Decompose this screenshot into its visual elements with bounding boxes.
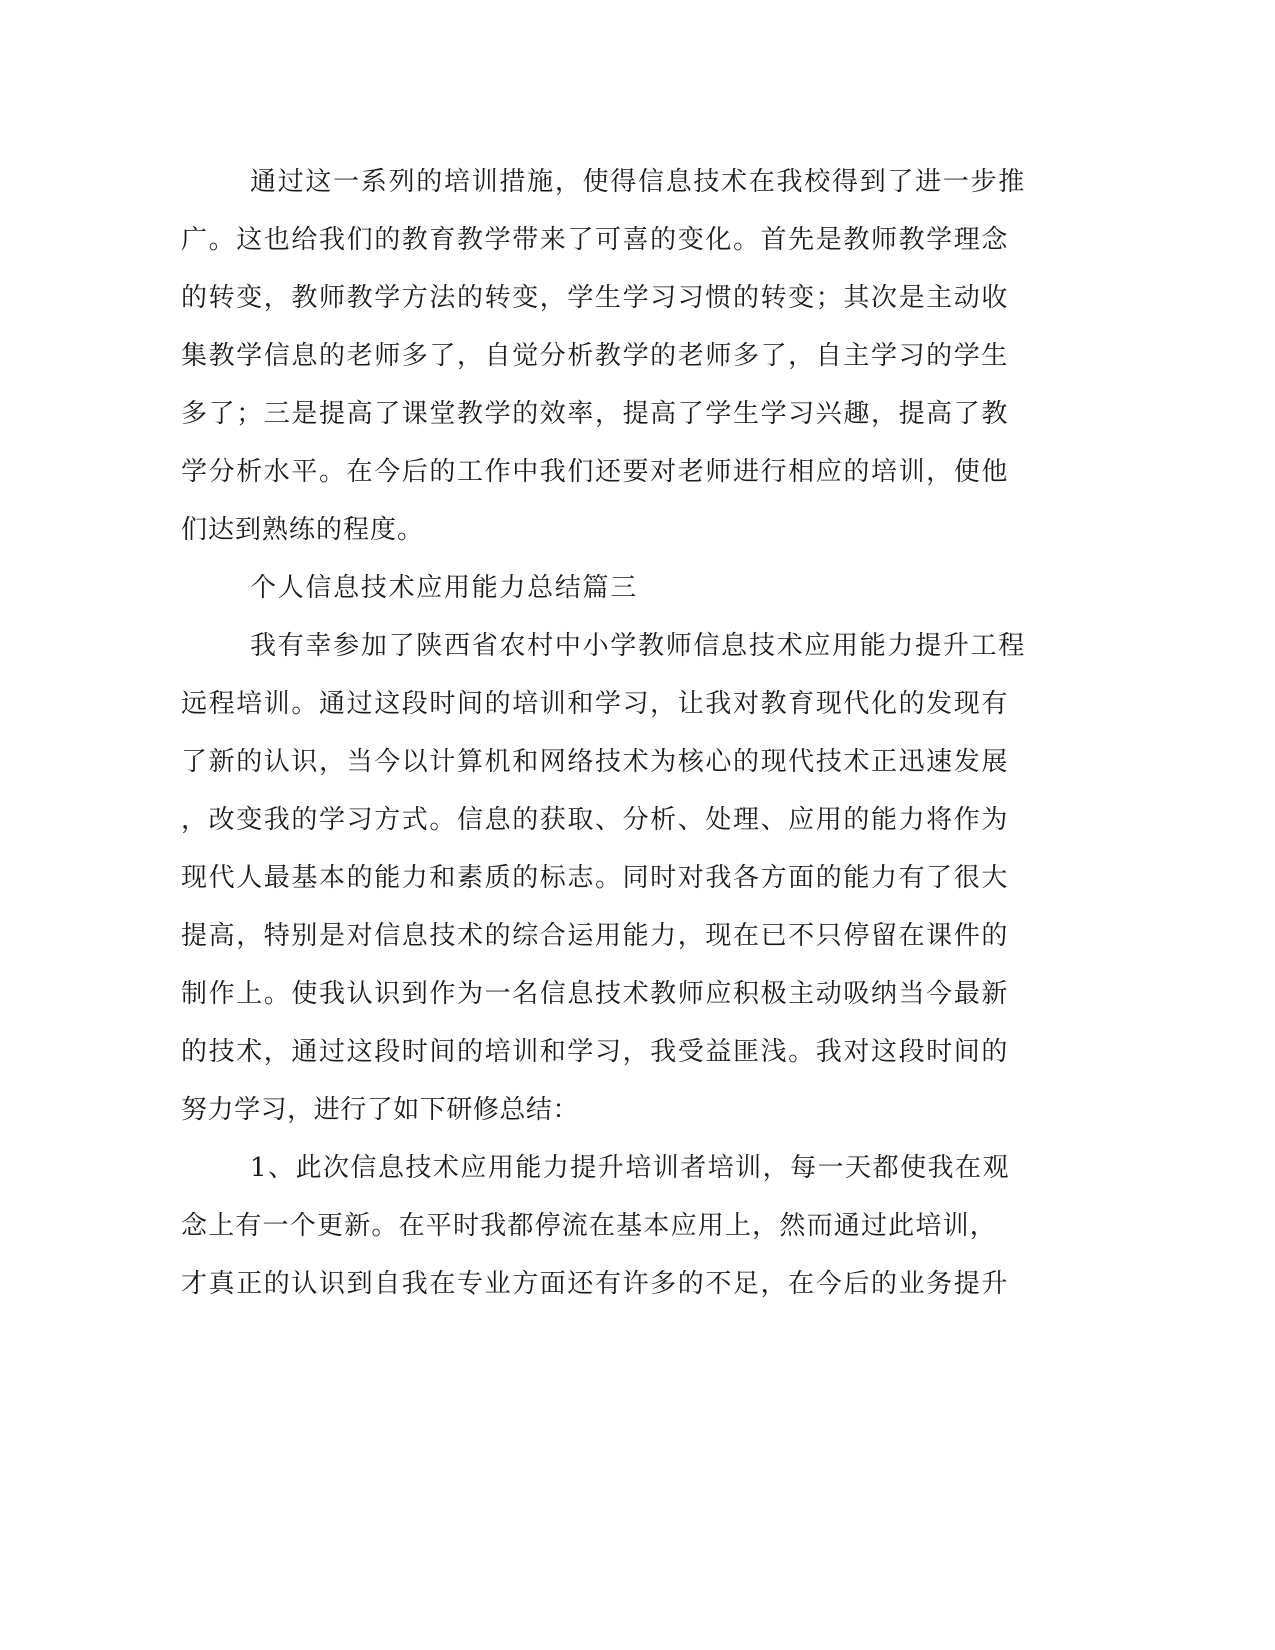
text-line xyxy=(0,1030,1275,1074)
text-line xyxy=(0,334,1275,378)
line-text: 才真正的认识到自我在专业方面还有许多的不足，在今后的业务提升 xyxy=(181,1269,1009,1299)
text-line xyxy=(0,276,1275,320)
line-text: 现代人最基本的能力和素质的标志。同时对我各方面的能力有了很大 xyxy=(181,863,1009,893)
text-line xyxy=(0,972,1275,1016)
text-line xyxy=(0,160,1275,204)
line-text: 多了；三是提高了课堂教学的效率，提高了学生学习兴趣，提高了教 xyxy=(181,399,1009,429)
line-text: 广。这也给我们的教育教学带来了可喜的变化。首先是教师教学理念 xyxy=(181,225,1009,255)
line-text: 了新的认识，当今以计算机和网络技术为核心的现代技术正迅速发展 xyxy=(181,747,1009,777)
text-line xyxy=(0,508,1275,552)
line-text: 的转变，教师教学方法的转变，学生学习习惯的转变；其次是主动收 xyxy=(181,283,1009,313)
line-text: 念上有一个更新。在平时我都停流在基本应用上，然而通过此培训， xyxy=(181,1211,997,1241)
line-text: 1、此次信息技术应用能力提升培训者培训，每一天都使我在观 xyxy=(250,1153,1010,1183)
text-line xyxy=(0,624,1275,668)
line-text: 的技术，通过这段时间的培训和学习，我受益匪浅。我对这段时间的 xyxy=(181,1037,1009,1067)
line-text: 我有幸参加了陕西省农村中小学教师信息技术应用能力提升工程 xyxy=(250,631,1026,661)
text-line xyxy=(0,392,1275,436)
line-text: 集教学信息的老师多了，自觉分析教学的老师多了，自主学习的学生 xyxy=(181,341,1009,371)
text-line xyxy=(0,856,1275,900)
heading-text: 个人信息技术应用能力总结篇三 xyxy=(250,573,638,603)
text-line xyxy=(0,1088,1275,1132)
line-text: 努力学习，进行了如下研修总结： xyxy=(181,1095,579,1125)
text-line xyxy=(0,740,1275,784)
line-text: 提高，特别是对信息技术的综合运用能力，现在已不只停留在课件的 xyxy=(181,921,1009,951)
text-line xyxy=(0,1262,1275,1306)
text-line xyxy=(0,450,1275,494)
text-line xyxy=(0,1146,1275,1190)
text-line xyxy=(0,682,1275,726)
text-line xyxy=(0,1204,1275,1248)
line-text: 制作上。使我认识到作为一名信息技术教师应积极主动吸纳当今最新 xyxy=(181,979,1009,1009)
line-text: ，改变我的学习方式。信息的获取、分析、处理、应用的能力将作为 xyxy=(181,805,1009,835)
line-text: 远程培训。通过这段时间的培训和学习，让我对教育现代化的发现有 xyxy=(181,689,1009,719)
text-line xyxy=(0,914,1275,958)
line-text: 们达到熟练的程度。 xyxy=(181,515,424,545)
text-line xyxy=(0,798,1275,842)
text-line xyxy=(0,218,1275,262)
line-text: 学分析水平。在今后的工作中我们还要对老师进行相应的培训，使他 xyxy=(181,457,1009,487)
section-heading xyxy=(0,566,1275,610)
line-text: 通过这一系列的培训措施，使得信息技术在我校得到了进一步推 xyxy=(250,167,1026,197)
